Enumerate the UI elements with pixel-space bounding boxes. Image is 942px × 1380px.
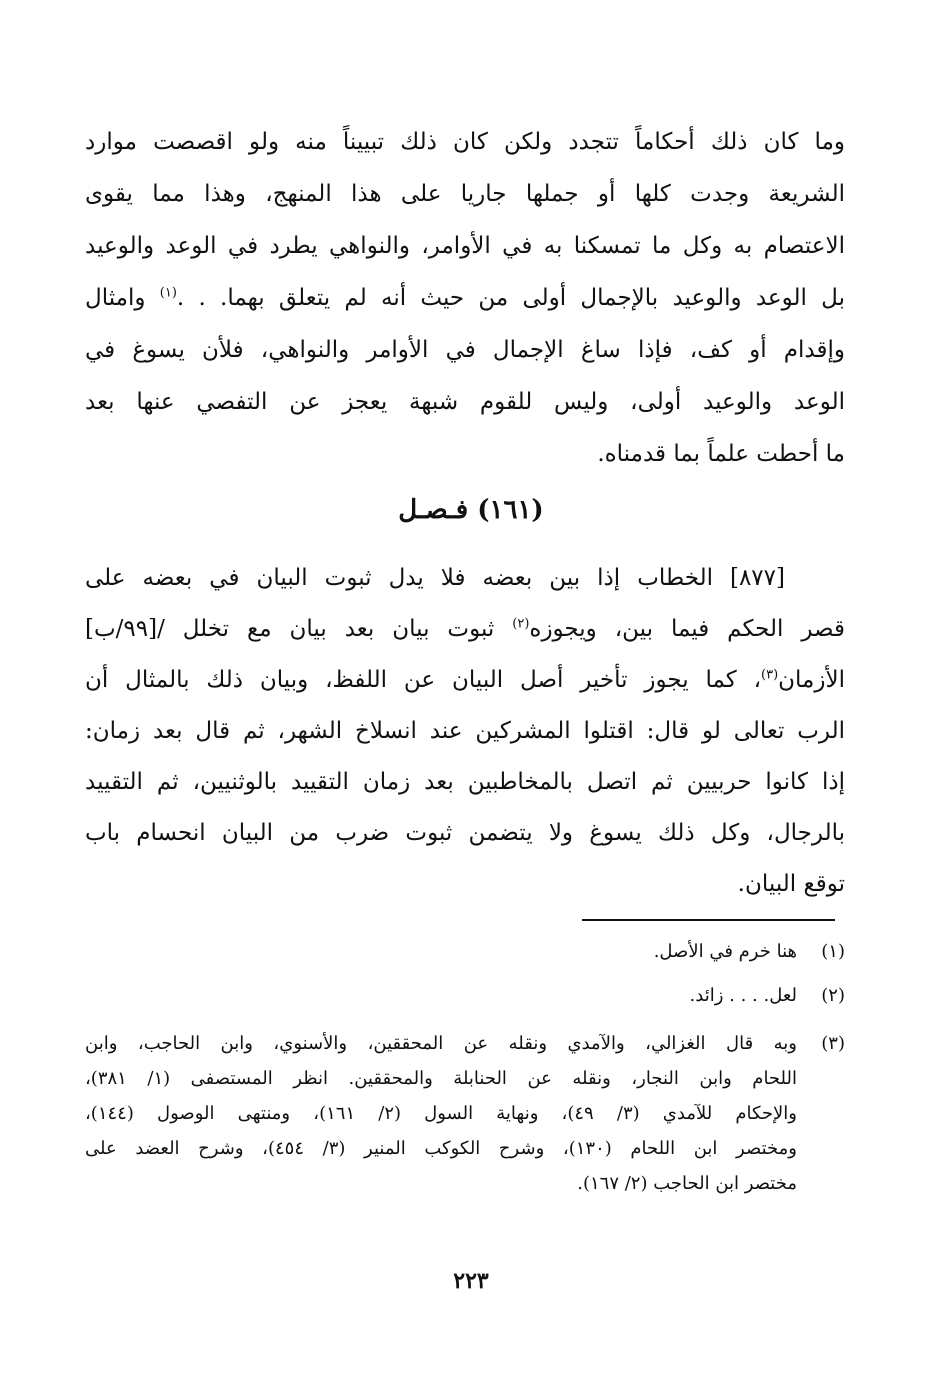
footnote-number: (٣) bbox=[821, 1033, 845, 1054]
text-line: [٨٧٧] الخطاب إذا بين بعضه فلا يدل ثبوت البيان في بعضه على bbox=[85, 565, 785, 591]
text-segment: ، كما يجوز تأخير أصل البيان عن اللفظ، وبيان ذلك بالمثال أن bbox=[85, 667, 762, 693]
page-number: ٢٢٣ bbox=[453, 1268, 489, 1294]
footnote-number: (١) bbox=[821, 941, 845, 962]
footnote-text: هنا خرم في الأصل. bbox=[653, 941, 797, 962]
footnote-text: مختصر ابن الحاجب (٢/ ١٦٧). bbox=[577, 1173, 797, 1194]
footnote-number: (٢) bbox=[821, 985, 845, 1006]
text-line: الرب تعالى لو قال: اقتلوا المشركين عند انسلاخ الشهر، ثم قال بعد زمان: bbox=[85, 718, 845, 744]
footnote-text: ومختصر ابن اللحام (١٣٠)، وشرح الكوكب المنير (٣/ ٤٥٤)، وشرح العضد على bbox=[85, 1138, 797, 1159]
footnote-text: وبه قال الغزالي، والآمدي ونقله عن المحققين، والأسنوي، وابن الحاجب، وابن bbox=[85, 1033, 797, 1054]
text-line: توقع البيان. bbox=[737, 871, 845, 897]
text-segment: الأزمان bbox=[778, 667, 845, 693]
text-line: إذا كانوا حربيين ثم اتصل بالمخاطبين بعد زمان التقييد بالوثنيين، ثم التقييد bbox=[85, 769, 845, 795]
section-heading: (١٦١) فـصـل bbox=[398, 495, 544, 525]
text-line: ما أحطت علماً بما قدمناه. bbox=[597, 441, 845, 467]
footnote-1 bbox=[85, 940, 845, 964]
text-segment: قصر الحكم فيما بين، ويجوزه bbox=[529, 616, 845, 642]
footnote-ref: (٢) bbox=[512, 616, 530, 632]
text-line: الاعتصام به وكل ما تمسكنا به في الأوامر، والنواهي يطرد في الوعد والوعيد bbox=[85, 233, 845, 259]
text-line bbox=[85, 665, 845, 695]
text-line: بالرجال، وكل ذلك يسوغ ولا يتضمن ثبوت ضرب من البيان انحسام باب bbox=[85, 820, 845, 846]
footnote-text: والإحكام للآمدي (٣/ ٤٩)، ونهاية السول (٢/ ١٦١)، ومنتهى الوصول (١٤٤)، bbox=[85, 1103, 797, 1124]
text-line bbox=[85, 283, 845, 313]
text-segment: وامثال bbox=[85, 285, 146, 311]
text-line: الشريعة وجدت كلها أو جملها جاريا على هذا المنهج، وهذا مما يقوى bbox=[85, 181, 845, 207]
text-line bbox=[85, 614, 845, 644]
footnote-text: اللحام وابن النجار، ونقله عن الحنابلة والمحققين. انظر المستصفى (١/ ٣٨١)، bbox=[85, 1068, 797, 1089]
footnote-2 bbox=[85, 984, 845, 1008]
footnote-text: لعل. . . . زائد. bbox=[689, 985, 797, 1006]
text-segment: ثبوت بيان بعد بيان مع تخلل /[٩٩/ب] bbox=[85, 616, 495, 642]
text-line: الوعد والوعيد أولى، وليس للقوم شبهة يعجز عن التفصي عنها بعد bbox=[85, 389, 845, 415]
footnote-ref: (١) bbox=[159, 285, 177, 301]
text-line: وإقدام أو كف، فإذا ساغ الإجمال في الأوامر والنواهي، فلأن يسوغ في bbox=[85, 337, 845, 363]
text-segment: بل الوعد والوعيد بالإجمال أولى من حيث أنه لم يتعلق بهما. . . bbox=[176, 285, 845, 311]
footnote-ref: (٣) bbox=[761, 667, 779, 683]
footnote-3 bbox=[85, 1026, 845, 1201]
footnote-separator bbox=[582, 919, 835, 921]
text-line: وما كان ذلك أحكاماً تتجدد ولكن كان ذلك تبييناً منه ولو اقصصت موارد bbox=[85, 129, 845, 155]
